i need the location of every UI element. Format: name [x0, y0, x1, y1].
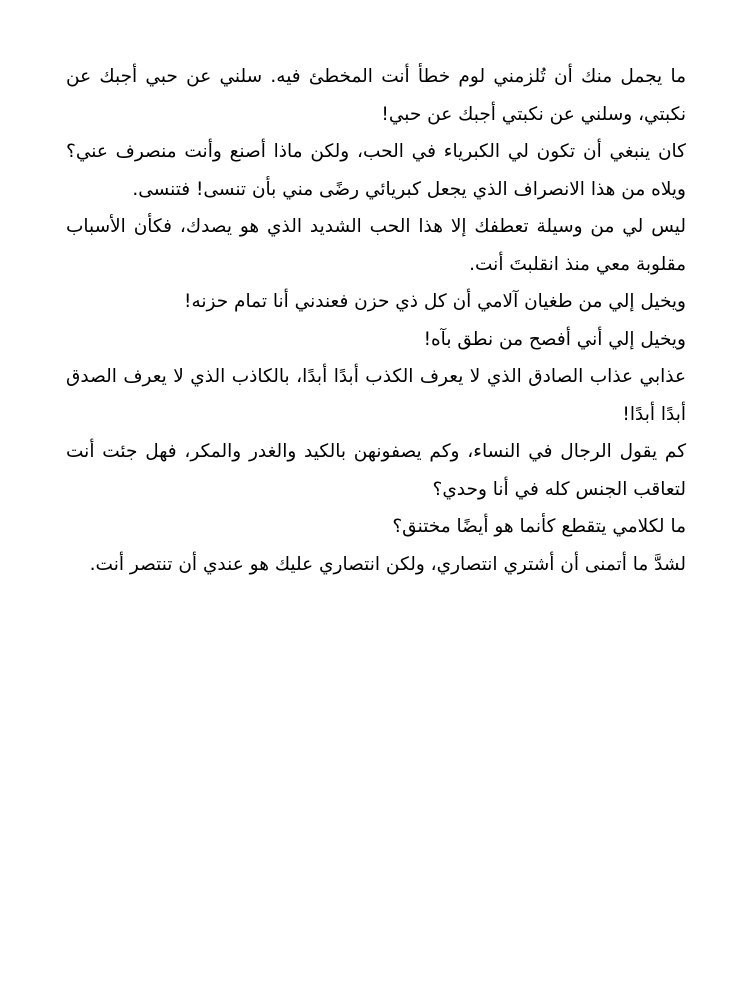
paragraph-5: ويخيل إلي أني أفصح من نطق بآه! — [423, 328, 686, 350]
body-text — [66, 58, 686, 583]
paragraph-1: ما يجمل منك أن تُلزمني لوم خطأ أنت المخطئ فيه. سلني عن حبي أجبك عن نكبتي، وسلني عن نكبتي أجبك عن حبي! — [66, 66, 686, 125]
paragraph-7: كم يقول الرجال في النساء، وكم يصفونهن بالكيد والغدر والمكر، فهل جئت أنت لتعاقب الجنس كله في أنا وحدي؟ — [66, 441, 686, 500]
paragraph-9: لشدَّ ما أتمنى أن أشتري انتصاري، ولكن انتصاري عليك هو عندي أن تنتصر أنت. — [89, 553, 686, 575]
paragraph-2: كان ينبغي أن تكون لي الكبرياء في الحب، ولكن ماذا أصنع وأنت منصرف عني؟ ويلاه من هذا الانصراف الذي يجعل كبريائي رضًى مني بأن تنسى! فتنسى. — [66, 141, 686, 200]
paragraph-3: ليس لي من وسيلة تعطفك إلا هذا الحب الشديد الذي هو يصدك، فكأن الأسباب مقلوبة معي منذ انقلبتَ أنت. — [66, 216, 686, 275]
paragraph-6: عذابي عذاب الصادق الذي لا يعرف الكذب أبدًا أبدًا، بالكاذب الذي لا يعرف الصدق أبدًا أبدًا! — [66, 366, 686, 425]
paragraph-8: ما لكلامي يتقطع كأنما هو أيضًا مختنق؟ — [392, 516, 686, 537]
paragraph-4: ويخيل إلي من طغيان آلامي أن كل ذي حزن فعندني أنا تمام حزنه! — [184, 291, 686, 312]
